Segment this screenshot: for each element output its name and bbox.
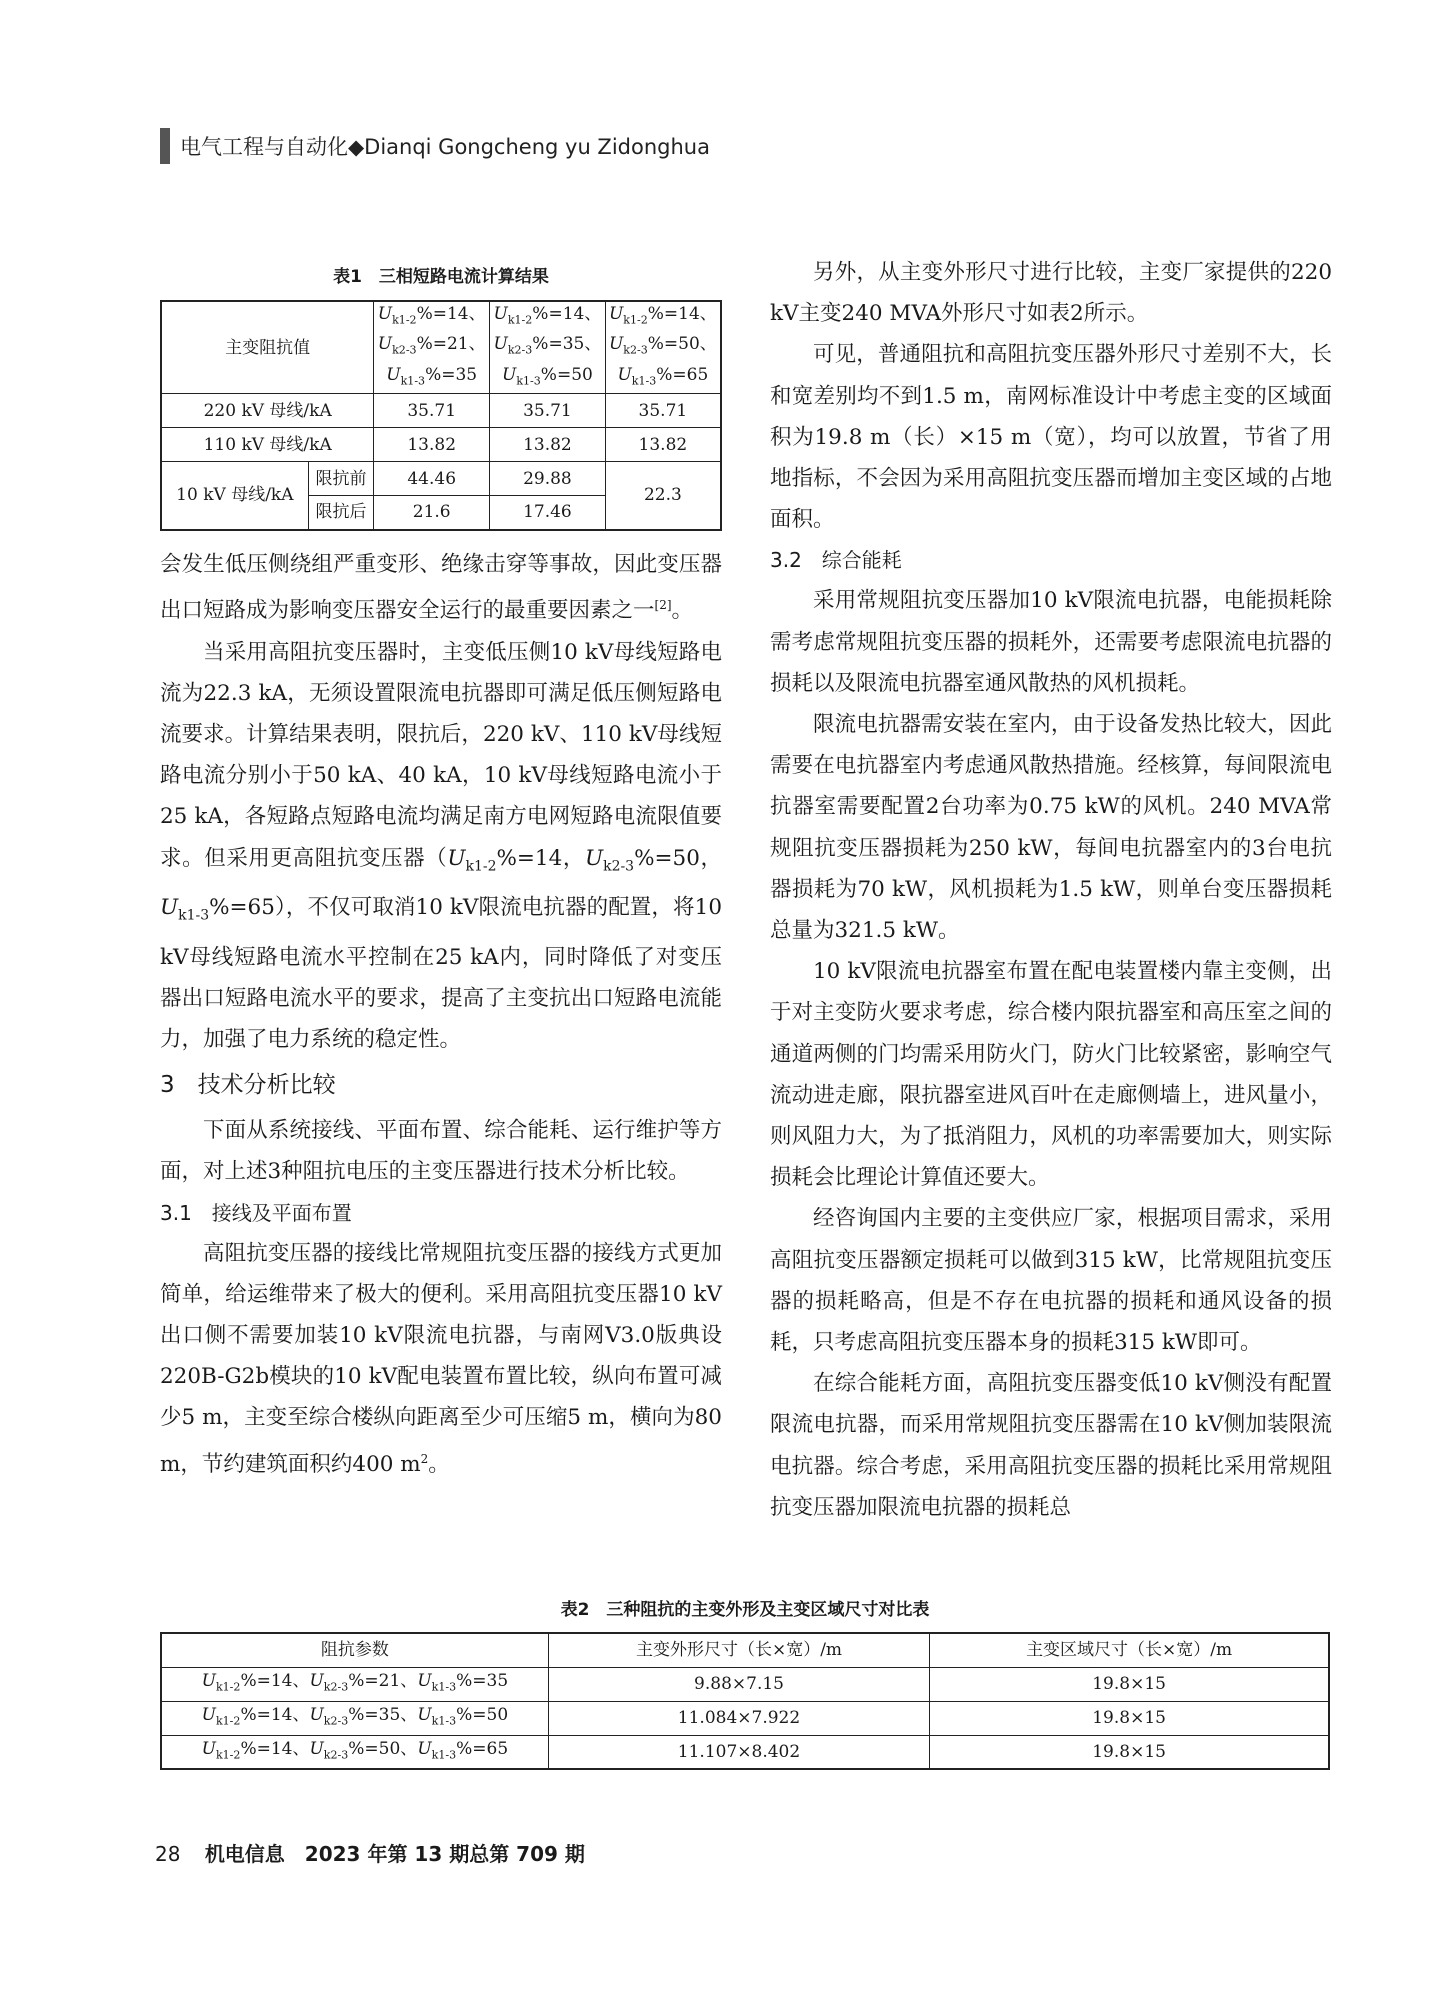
paragraph: 10 kV限流电抗器室布置在配电装置楼内靠主变侧，出于对主变防火要求考虑，综合楼内限抗器室和高压室之间的通道两侧的门均需采用防火门，防火门比较紧密，影响空气流动进走廊，限抗器室进风百叶在走廊侧墙上，进风量小，则风阻力大，为了抵消阻力，风机的功率需要加大，则实际损耗会比理论计算值还要大。 — [770, 959, 1332, 1191]
table-row: 110 kV 母线/kA 13.82 13.82 13.82 — [161, 428, 721, 462]
table-row: $U_{k1-2}\%=14$、$U_{k2-3}\%=21$、$U_{k1-3}\%=35$ 9.88×7.15 19.8×15 — [161, 1667, 1329, 1701]
paragraph: 另外，从主变外形尺寸进行比较，主变厂家提供的220 kV主变240 MVA外形尺寸如表2所示。 — [770, 260, 1332, 327]
table1 — [160, 300, 722, 531]
section-heading: 3 技术分析比较 — [160, 1072, 336, 1099]
paragraph: 限流电抗器需安装在室内，由于设备发热比较大，因此需要在电抗器室内考虑通风散热措施。经核算，每间限流电抗器室需要配置2台功率为0.75 kW的风机。240 MVA常规阻抗变压器损耗为250 kW，每间电抗器室内的3台电抗器损耗为70 kW，风机损耗为1.5 kW，则单台变压器损耗总量为321.5 kW。 — [770, 712, 1332, 944]
paragraph: 会发生低压侧绕组严重变形、绝缘击穿等事故，因此变压器出口短路成为影响变压器安全运行的最重要因素之一[2]。 — [160, 552, 722, 624]
paragraph: 在综合能耗方面，高阻抗变压器变低10 kV侧没有配置限流电抗器，而采用常规阻抗变压器需在10 kV侧加装限流电抗器。综合考虑，采用高阻抗变压器的损耗比采用常规阻抗变压器加限流电抗器的损耗总 — [770, 1371, 1332, 1520]
running-header — [160, 128, 710, 164]
table1-col1-header: $U_{k1-2}\%=14$、 $U_{k2-3}\%=21$、 $U_{k1-3}\%=35$ — [374, 301, 490, 394]
right-column — [770, 252, 1332, 1528]
table-row: 10 kV 母线/kA 限抗前 44.46 29.88 22.3 — [161, 462, 721, 496]
table1-col3-header: $U_{k1-2}\%=14$、 $U_{k2-3}\%=50$、 $U_{k1-3}\%=65$ — [605, 301, 721, 394]
paragraph: 高阻抗变压器的接线比常规阻抗变压器的接线方式更加简单，给运维带来了极大的便利。采用高阻抗变压器10 kV出口侧不需要加装10 kV限流电抗器，与南网V3.0版典设220B-G2b模块的10 kV配电装置布置比较，纵向布置可减少5 m，主变至综合楼纵向距离至少可压缩5 m，横向为80 m，节约建筑面积约400 $m^2$。 — [160, 1240, 722, 1477]
table1-col2-header: $U_{k1-2}\%=14$、 $U_{k2-3}\%=35$、 $U_{k1-3}\%=50$ — [490, 301, 606, 394]
table-row: 限抗后 21.6 17.46 — [161, 496, 721, 530]
paragraph: 可见，普通阻抗和高阻抗变压器外形尺寸差别不大，长和宽差别均不到1.5 m，南网标准设计中考虑主变的区域面积为19.8 m（长）×15 m（宽），均可以放置，节省了用地指标，不会因为采用高阻抗变压器而增加主变区域的占地面积。 — [770, 342, 1332, 533]
left-column — [160, 544, 722, 1485]
paragraph: 经咨询国内主要的主变供应厂家，根据项目需求，采用高阻抗变压器额定损耗可以做到315 kW，比常规阻抗变压器的损耗略高，但是不存在电抗器的损耗和通风设备的损耗，只考虑高阻抗变压器本身的损耗315 kW即可。 — [770, 1206, 1332, 1356]
table-row: $U_{k1-2}\%=14$、$U_{k2-3}\%=50$、$U_{k1-3}\%=65$ 11.107×8.402 19.8×15 — [161, 1735, 1329, 1769]
journal-info: 机电信息 2023 年第 13 期总第 709 期 — [204, 1842, 585, 1866]
table2-header-area: 主变区域尺寸（长×宽）/m — [930, 1633, 1329, 1667]
table2-caption: 表2 三种阻抗的主变外形及主变区域尺寸对比表 — [560, 1600, 930, 1620]
header-text: 电气工程与自动化◆Dianqi Gongcheng yu Zidonghua — [180, 135, 710, 159]
paragraph: 采用常规阻抗变压器加10 kV限流电抗器，电能损耗除需考虑常规阻抗变压器的损耗外，还需要考虑限流电抗器的损耗以及限流电抗器室通风散热的风机损耗。 — [770, 588, 1332, 696]
subsection-heading: 3.1 接线及平面布置 — [160, 1200, 352, 1225]
table2-header-dimension: 主变外形尺寸（长×宽）/m — [548, 1633, 929, 1667]
page-number: 28 — [155, 1842, 181, 1866]
table1-caption: 表1 三相短路电流计算结果 — [333, 267, 549, 287]
subsection-heading: 3.2 综合能耗 — [770, 548, 902, 573]
paragraph: 下面从系统接线、平面布置、综合能耗、运行维护等方面，对上述3种阻抗电压的主变压器进行技术分析比较。 — [160, 1118, 722, 1185]
table1-corner: 主变阻抗值 — [161, 301, 374, 394]
table2 — [160, 1632, 1330, 1770]
table-row: 220 kV 母线/kA 35.71 35.71 35.71 — [161, 394, 721, 428]
header-bar — [160, 128, 170, 164]
page-footer — [155, 1838, 585, 1867]
table-row: $U_{k1-2}\%=14$、$U_{k2-3}\%=35$、$U_{k1-3}\%=50$ 11.084×7.922 19.8×15 — [161, 1701, 1329, 1735]
table2-header-impedance: 阻抗参数 — [161, 1633, 548, 1667]
paragraph: 当采用高阻抗变压器时，主变低压侧10 kV母线短路电流为22.3 kA，无须设置限流电抗器即可满足低压侧短路电流要求。计算结果表明，限抗后，220 kV、110 kV母线短路电流分别小于50 kA、40 kA，10 kV母线短路电流小于25 kA，各短路点短路电流均满足南方电网短路电流限值要求。但采用更高阻抗变压器（$U_{k1-2}\%=14$，$U_{k2-3}\%=50$，$U_{k1-3}\%=65$），不仅可取消10 kV限流电抗器的配置，将10 kV母线短路电流水平控制在25 kA内，同时降低了对变压器出口短路电流水平的要求，提高了主变抗出口短路电流能力，加强了电力系统的稳定性。 — [160, 639, 722, 1052]
